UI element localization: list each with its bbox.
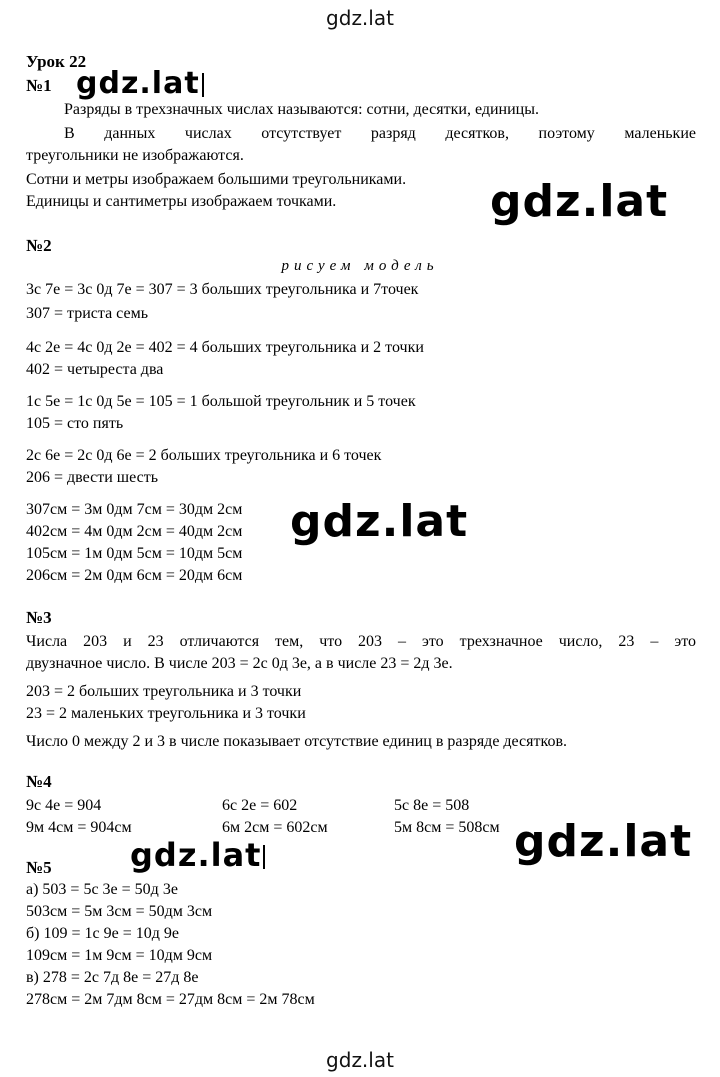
task1-line: Сотни и метры изображаем большими треугольниками. [26, 171, 407, 188]
task4-cell: 9м 4см = 904см [26, 819, 132, 836]
task5-line: 109см = 1м 9см = 10дм 9см [26, 947, 213, 964]
task3-line: двузначное число. В числе 203 = 2с 0д 3е, а в числе 23 = 2д 3е. [26, 655, 453, 672]
task5-number: №5 [26, 858, 52, 877]
task4-cell: 5м 8см = 508см [394, 819, 500, 836]
task2-line: 307 = триста семь [26, 305, 148, 322]
task2-subtitle: рисуем модель [281, 258, 439, 274]
task3-number: №3 [26, 608, 52, 627]
task1-number: №1 [26, 76, 52, 95]
watermark-top: gdz.lat [326, 6, 394, 30]
task4-cell: 6с 2е = 602 [222, 797, 298, 814]
task1-line: Единицы и сантиметры изображаем точками. [26, 193, 337, 210]
watermark-overlay: gdz.lat [130, 836, 265, 874]
task4-row [26, 796, 696, 816]
task2-line: 4с 2е = 4с 0д 2е = 402 = 4 больших треугольника и 2 точки [26, 339, 424, 356]
watermark-overlay: gdz.lat [490, 176, 669, 227]
task3-line: Числа 203 и 23 отличаются тем, что 203 – это трехзначное число, 23 – это [26, 633, 696, 650]
task3-line: 203 = 2 больших треугольника и 3 точки [26, 683, 302, 700]
watermark-bottom: gdz.lat [326, 1048, 394, 1072]
task2-line: 307см = 3м 0дм 7см = 30дм 2см [26, 501, 243, 518]
task5-line: в) 278 = 2с 7д 8е = 27д 8е [26, 969, 199, 986]
task2-number: №2 [26, 236, 52, 255]
task5-line: 503см = 5м 3см = 50дм 3см [26, 903, 213, 920]
task2-line: 1с 5е = 1с 0д 5е = 105 = 1 большой треугольник и 5 точек [26, 393, 416, 410]
task1-line: В данных числах отсутствует разряд десятков, поэтому маленькие [64, 125, 696, 142]
task2-line: 206 = двести шесть [26, 469, 158, 486]
task2-line: 105см = 1м 0дм 5см = 10дм 5см [26, 545, 243, 562]
task1-line: треугольники не изображаются. [26, 147, 244, 164]
task4-cell: 5с 8е = 508 [394, 797, 470, 814]
task4-cell: 9с 4е = 904 [26, 797, 102, 814]
task5-line: 278см = 2м 7дм 8см = 27дм 8см = 2м 78см [26, 991, 315, 1008]
task4-cell: 6м 2см = 602см [222, 819, 328, 836]
task2-line: 2с 6е = 2с 0д 6е = 2 больших треугольника и 6 точек [26, 447, 382, 464]
task5-line: б) 109 = 1с 9е = 10д 9е [26, 925, 179, 942]
lesson-title: Урок 22 [26, 52, 87, 71]
task4-number: №4 [26, 772, 52, 791]
watermark-overlay: gdz.lat [290, 496, 469, 547]
watermark-overlay: gdz.lat [514, 816, 693, 867]
task1-line: Разряды в трехзначных числах называются: сотни, десятки, единицы. [64, 101, 539, 118]
task2-line: 105 = сто пять [26, 415, 124, 432]
task2-line: 206см = 2м 0дм 6см = 20дм 6см [26, 567, 243, 584]
task2-line: 3с 7е = 3с 0д 7е = 307 = 3 больших треугольника и 7точек [26, 281, 419, 298]
watermark-overlay: gdz.lat [76, 66, 204, 101]
task2-line: 402см = 4м 0дм 2см = 40дм 2см [26, 523, 243, 540]
task3-line: 23 = 2 маленьких треугольника и 3 точки [26, 705, 306, 722]
task5-line: а) 503 = 5с 3е = 50д 3е [26, 881, 178, 898]
task3-line: Число 0 между 2 и 3 в числе показывает отсутствие единиц в разряде десятков. [26, 733, 568, 750]
task2-line: 402 = четыреста два [26, 361, 164, 378]
